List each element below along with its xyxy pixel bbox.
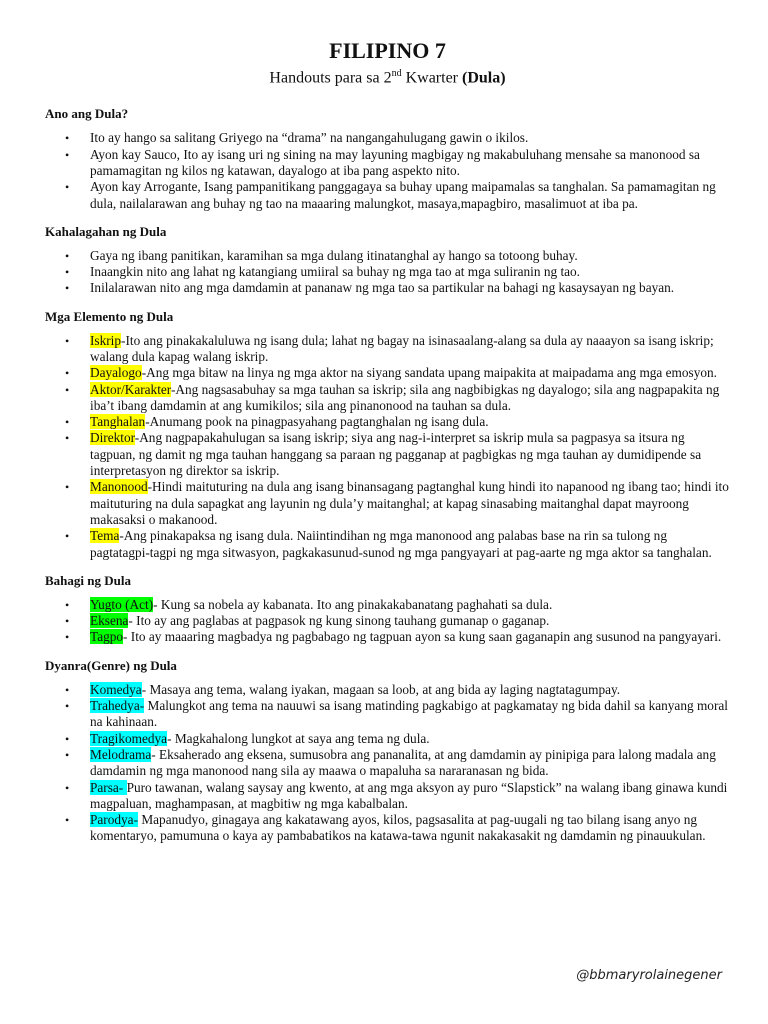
- bullet-icon: •: [65, 747, 70, 762]
- highlighted-term: Iskrip: [90, 332, 122, 348]
- highlighted-term: Komedya: [90, 681, 142, 697]
- list-item: [45, 280, 730, 296]
- highlighted-term: Dayalogo: [90, 365, 142, 381]
- highlighted-term: Parodya-: [90, 812, 138, 828]
- list-item: [45, 147, 730, 180]
- bullet-list: [45, 597, 730, 646]
- list-item: [45, 430, 730, 479]
- item-text: Inilalarawan nito ang mga damdamin at pananaw ng mga tao sa partikular na bahagi ng kasaysayan ng bayan.: [90, 280, 675, 296]
- bullet-icon: •: [65, 614, 70, 629]
- document-page: [45, 38, 730, 845]
- subtitle-text: Handouts para sa 2: [269, 69, 392, 87]
- highlighted-term: Melodrama: [90, 746, 152, 762]
- section-heading: Bahagi ng Dula: [45, 572, 131, 588]
- highlighted-term: Tema: [90, 528, 120, 544]
- bullet-icon: •: [65, 682, 70, 697]
- bullet-icon: •: [65, 813, 70, 828]
- highlighted-term: Tagpo: [90, 629, 124, 645]
- highlighted-term: Manonood: [90, 479, 148, 495]
- bullet-list: [45, 682, 730, 845]
- list-item: [45, 479, 730, 528]
- item-text: -Ang pinakapaksa ng isang dula. Naiintindihan ng mga manonood ang palabas base na rin sa tulong ng pagtatagpi-tagpi ng mga sitwasyon, pagkakasunud-sunod ng mga pangyayari at pag-aarte ng mga aktor sa tanghalan.: [90, 528, 712, 560]
- highlighted-term: Tragikomedya: [90, 730, 168, 746]
- item-text: Mapanudyo, ginagaya ang kakatawang ayos, kilos, pagsasalita at pag-uugali ng tao bilang isang anyo ng komentaryo, pamumuna o kaya ay pambabatikos na katawa-tawa ngunit nakakasakit ng damdamin ng pinauukulan.: [90, 812, 706, 844]
- item-text: Puro tawanan, walang saysay ang kwento, at ang mga aksyon ay puro “Slapstick” na walang ibang ginawa kundi magpaluan, maghampasan, at magbitiw ng mga kabalbalan.: [90, 779, 728, 811]
- bullet-icon: •: [65, 248, 70, 263]
- item-text: Ito ay hango sa salitang Griyego na “drama” na nangangahulugang gawin o ikilos.: [90, 130, 529, 146]
- item-text: -Ang nagsasabuhay sa mga tauhan sa iskrip; sila ang nagbibigkas ng dayalogo; sila ang nagpapakita ng iba’t ibang damdamin at ang kumikilos; sila ang pinanonood na tauhan sa dula.: [90, 381, 720, 413]
- bullet-icon: •: [65, 265, 70, 280]
- bullet-icon: •: [65, 366, 70, 381]
- list-item: [45, 780, 730, 813]
- author-handle: @bbmaryrolainegener: [576, 968, 722, 983]
- item-text: Gaya ng ibang panitikan, karamihan sa mga dulang itinatanghal ay hango sa totoong buhay.: [90, 247, 578, 263]
- list-item: [45, 528, 730, 561]
- bullet-icon: •: [65, 529, 70, 544]
- item-text: - Masaya ang tema, walang iyakan, magaan sa loob, at ang bida ay laging nagtatagumpay.: [141, 681, 621, 697]
- highlighted-term: Trahedya-: [90, 698, 145, 714]
- item-text: -Ang nagpapakahulugan sa isang iskrip; siya ang nag-i-interpret sa iskrip mula sa pagpasya sa itsura ng tagpuan, ng damit ng mga tauhan hanggang sa paraan ng pagganap at pagbigkas ng mga tauhan ay dumidipende sa interpretasyon ng direktor sa iskrip.: [90, 430, 702, 479]
- bullet-icon: •: [65, 699, 70, 714]
- list-item: [45, 698, 730, 731]
- highlighted-term: Tanghalan: [90, 414, 146, 430]
- item-text: Malungkot ang tema na nauuwi sa isang matinding pagkabigo at pagkamatay ng bida dahil sa kanyang moral na kahinaan.: [90, 698, 728, 730]
- highlighted-term: Aktor/Karakter: [90, 381, 171, 397]
- section-heading: Dyanra(Genre) ng Dula: [45, 657, 177, 673]
- highlighted-term: Yugto (Act): [90, 596, 154, 612]
- item-text: - Magkahalong lungkot at saya ang tema ng dula.: [167, 730, 430, 746]
- list-item: [45, 747, 730, 780]
- bullet-icon: •: [65, 480, 70, 495]
- list-item: [45, 365, 730, 381]
- bullet-list: [45, 248, 730, 297]
- bullet-icon: •: [65, 333, 70, 348]
- list-item: [45, 382, 730, 415]
- bullet-icon: •: [65, 731, 70, 746]
- list-item: [45, 629, 730, 645]
- item-text: - Ito ay maaaring magbadya ng pagbabago ng tagpuan ayon sa kung saan gaganapin ang susunod na pangyayari.: [123, 629, 722, 645]
- list-item: [45, 597, 730, 613]
- bullet-icon: •: [65, 597, 70, 612]
- highlighted-term: Eksena: [90, 613, 129, 629]
- bullet-icon: •: [65, 780, 70, 795]
- subtitle-superscript: nd: [391, 68, 402, 79]
- sections-container: [45, 106, 730, 844]
- item-text: -Anumang pook na pinagpasyahang pagtanghalan ng isang dula.: [145, 414, 489, 430]
- bullet-icon: •: [65, 415, 70, 430]
- list-item: [45, 333, 730, 366]
- section-heading: Kahalagahan ng Dula: [45, 223, 167, 239]
- list-item: [45, 812, 730, 845]
- list-item: [45, 682, 730, 698]
- item-text: -Hindi maituturing na dula ang isang binansagang pagtanghal kung hindi ito napanood ng ibang tao; hindi ito maituturing na dula sapagkat ang layunin ng dula’y maitanghal; at kapag sinasabing maitanghal dapat mayroong makasaksi o makanood.: [90, 479, 729, 527]
- item-text: Ayon kay Arrogante, Isang pampanitikang panggagaya sa buhay upang maipamalas sa tanghalan. Sa pamamagitan ng dula, nailalarawan ang buhay ng tao na maaaring malungkot, masaya,mapagbiro, masalimuot at iba pa.: [90, 179, 716, 211]
- subtitle-bold: (Dula): [462, 69, 506, 87]
- bullet-icon: •: [65, 147, 70, 162]
- item-text: Inaangkin nito ang lahat ng katangiang umiiral sa buhay ng mga tao at mga suliranin ng tao.: [90, 264, 581, 280]
- list-item: [45, 731, 730, 747]
- item-text: -Ito ang pinakakaluluwa ng isang dula; lahat ng bagay na isinasaalang-alang sa dula ay naaayon sa isang iskrip; walang dula kapag walang iskrip.: [90, 332, 714, 364]
- highlighted-term: Parsa-: [90, 779, 127, 795]
- item-text: Ayon kay Sauco, Ito ay isang uri ng sining na may layuning magbigay ng makabuluhang mensahe sa manonood sa pamamagitan ng kilos ng katawan, dayalogo at iba pang aspekto nito.: [90, 146, 700, 178]
- list-item: [45, 613, 730, 629]
- bullet-icon: •: [65, 131, 70, 146]
- bullet-icon: •: [65, 630, 70, 645]
- item-text: - Eksaherado ang eksena, sumusobra ang pananalita, at ang damdamin ay pinipiga para lalong madala ang damdamin ng mga manonood nang sila ay maawa o mapaluha sa nararanasan ng bida.: [90, 746, 716, 779]
- highlighted-term: Direktor: [90, 430, 135, 446]
- list-item: [45, 130, 730, 146]
- bullet-icon: •: [65, 431, 70, 446]
- bullet-list: [45, 333, 730, 561]
- bullet-icon: •: [65, 180, 70, 195]
- list-item: [45, 414, 730, 430]
- list-item: [45, 248, 730, 264]
- document-subtitle: [45, 64, 730, 88]
- item-text: - Kung sa nobela ay kabanata. Ito ang pinakakabanatang paghahati sa dula.: [153, 596, 553, 612]
- item-text: -Ang mga bitaw na linya ng mga aktor na siyang sandata upang maipakita at maipadama ang mga emosyon.: [141, 365, 717, 381]
- document-title: FILIPINO 7: [329, 38, 446, 63]
- section-heading: Mga Elemento ng Dula: [45, 308, 174, 324]
- list-item: [45, 179, 730, 212]
- bullet-list: [45, 130, 730, 211]
- bullet-icon: •: [65, 382, 70, 397]
- section-heading: Ano ang Dula?: [45, 106, 129, 122]
- subtitle-text-after: Kwarter: [401, 69, 463, 87]
- list-item: [45, 264, 730, 280]
- item-text: - Ito ay ang paglabas at pagpasok ng kung sinong tauhang gumanap o gaganap.: [128, 613, 550, 629]
- bullet-icon: •: [65, 281, 70, 296]
